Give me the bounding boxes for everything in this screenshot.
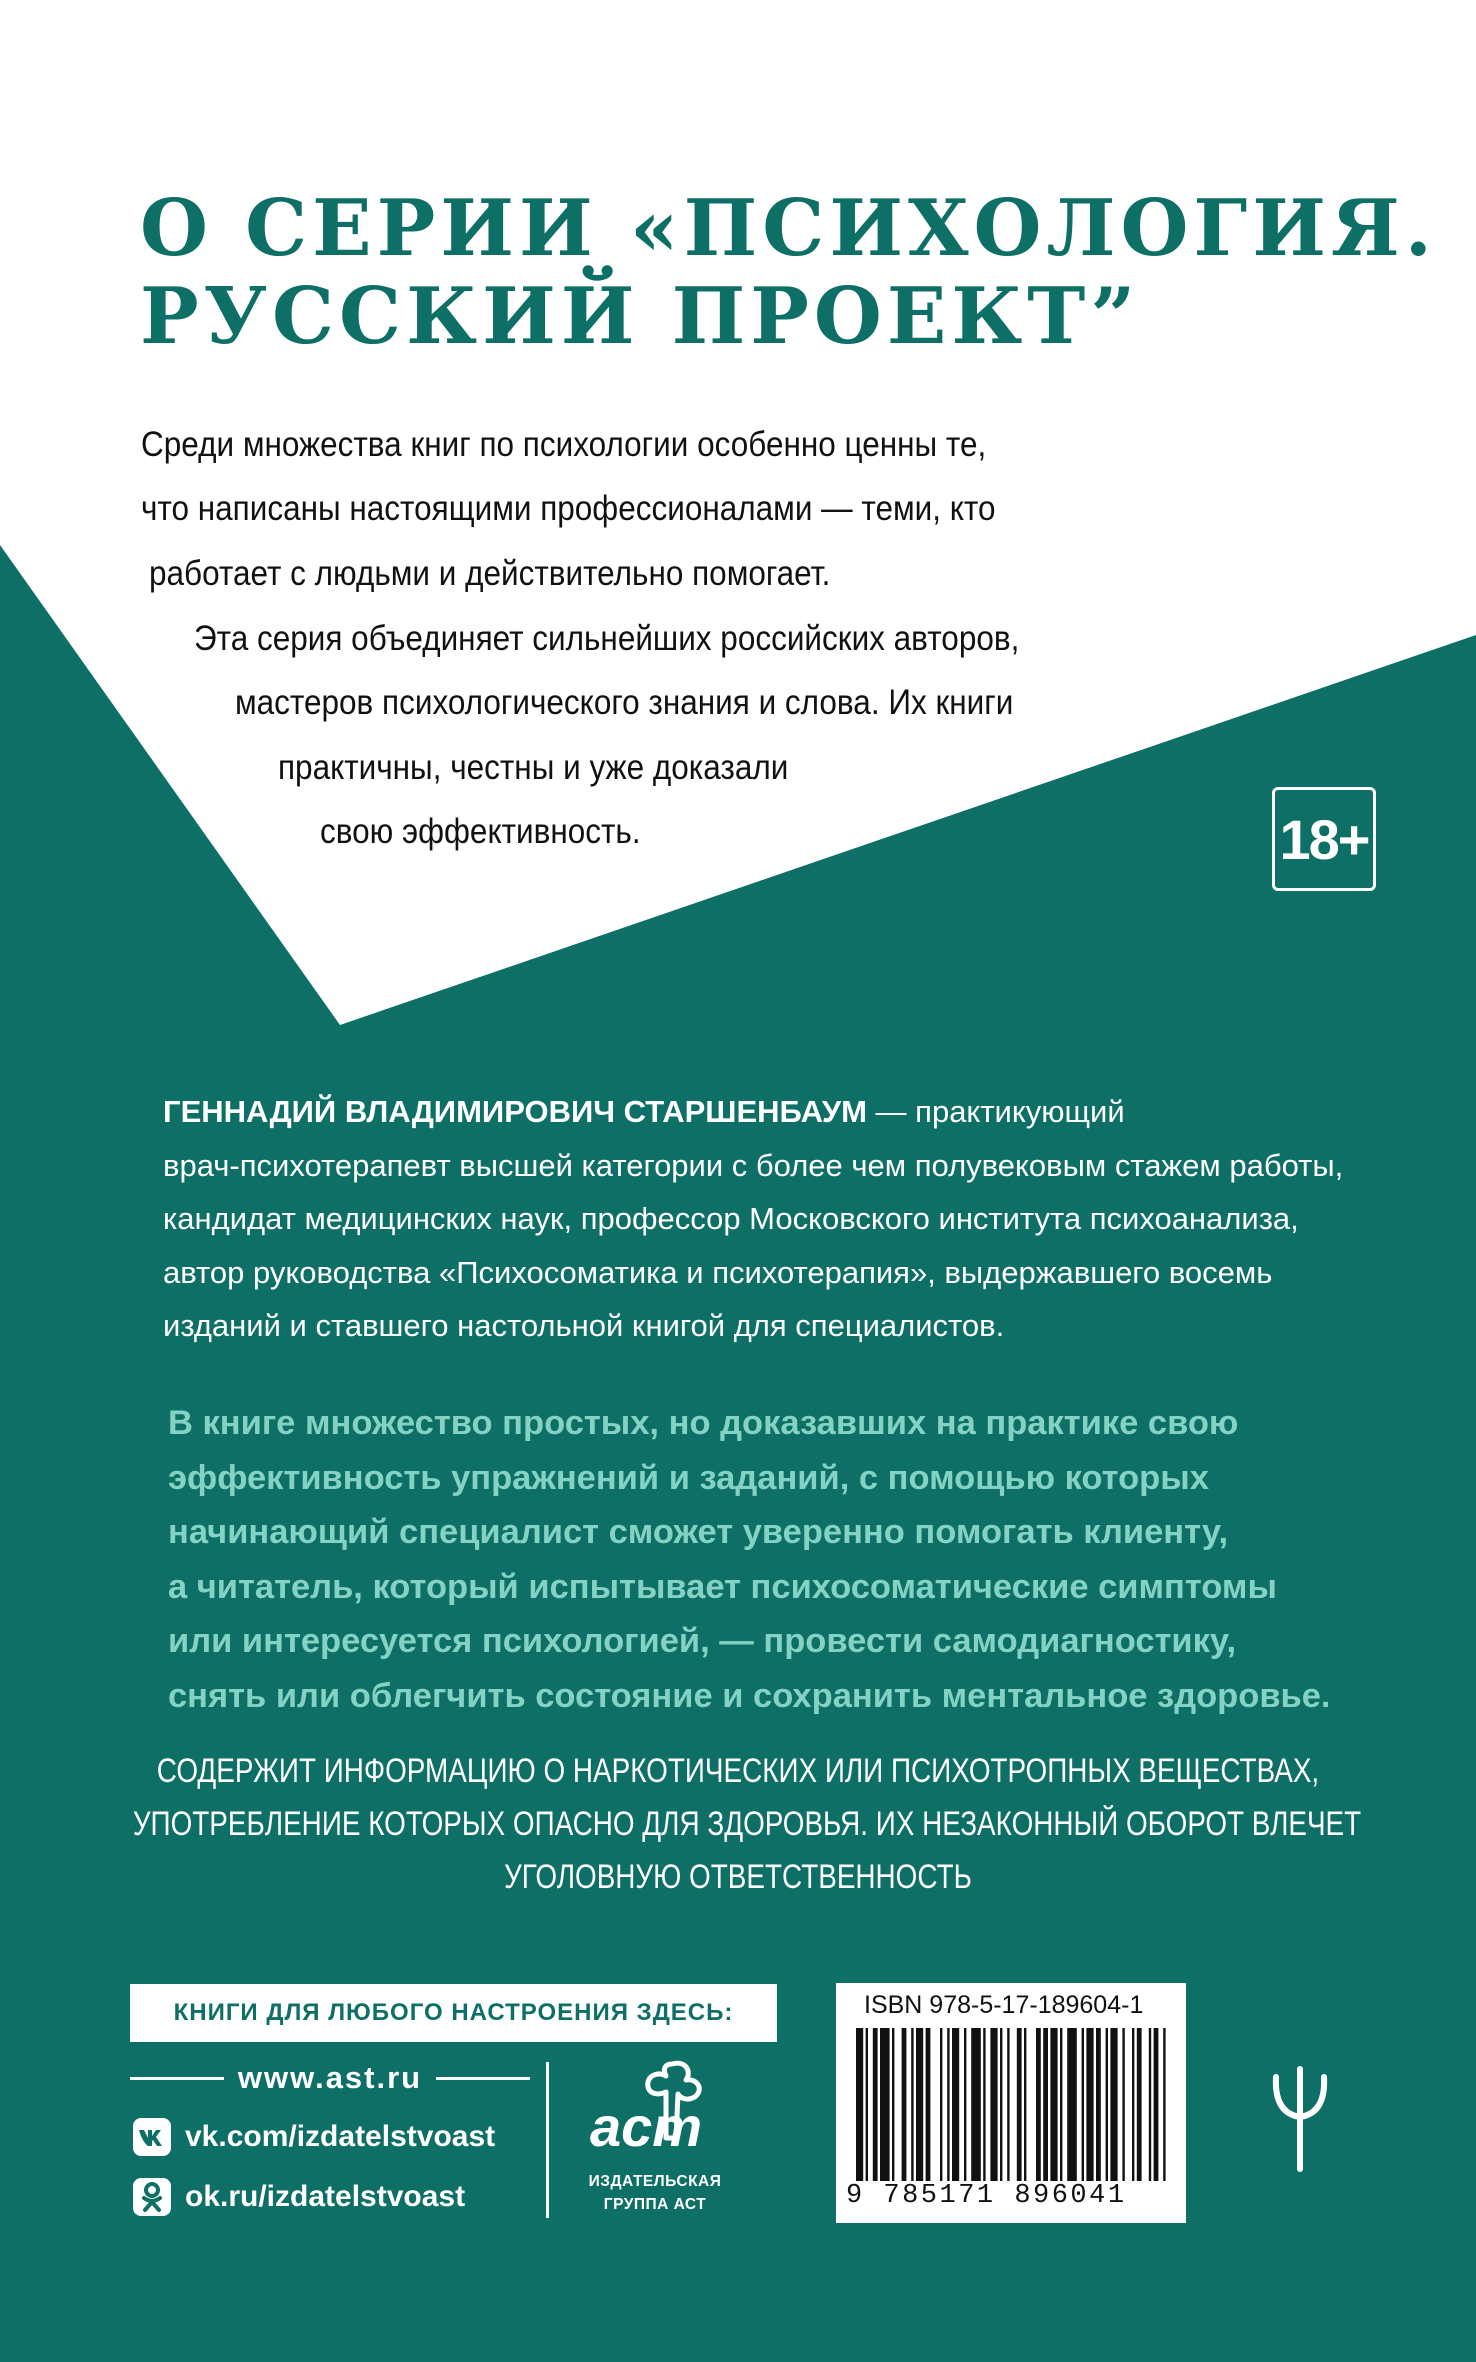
legal-warning — [0, 1745, 1476, 1904]
barcode-bar — [892, 2028, 894, 2188]
barcode-bar — [1122, 2028, 1124, 2188]
description-line: начинающий специалист сможет уверенно помогать клиенту, — [168, 1513, 1229, 1551]
series-intro-line: что написаны настоящими профессионалами — теми, кто — [141, 489, 996, 528]
barcode-bar — [983, 2028, 985, 2188]
description-line: эффективность упражнений и заданий, с помощью которых — [168, 1458, 1209, 1497]
author-bio-line: автор руководства «Психосоматика и психотерапия», выдержавшего восемь — [163, 1254, 1273, 1290]
barcode-bar — [1096, 2028, 1101, 2188]
barcode-bar — [1043, 2028, 1048, 2188]
author-bio-line: изданий и ставшего настольной книгой для специалистов. — [163, 1308, 1005, 1343]
series-intro-line: мастеров психологического знания и слова. Их книги — [235, 683, 1014, 722]
vk-link-row[interactable] — [133, 2115, 495, 2159]
description-line: снять или облегчить состояние и сохранить ментальное здоровье. — [168, 1676, 1331, 1715]
barcode-bar — [873, 2028, 878, 2188]
author-bio-line: кандидат медицинских наук, профессор Московского института психоанализа, — [163, 1201, 1299, 1236]
author-bio-first-line — [163, 1085, 1293, 1139]
divider — [130, 2077, 224, 2080]
author-bio — [163, 1085, 1344, 1353]
description-line: а читатель, который испытывает психосоматические симптомы — [168, 1567, 1277, 1606]
barcode-bar — [1050, 2028, 1057, 2188]
publisher-name-line: ГРУППА АСТ — [603, 2196, 707, 2213]
author-bio-text: — практикующий — [866, 1094, 1125, 1129]
barcode-bar — [947, 2028, 949, 2188]
barcode-bar — [1060, 2028, 1062, 2188]
vk-link[interactable]: vk.com/izdatelstvoast — [185, 2120, 496, 2153]
publisher-name — [580, 2170, 730, 2216]
ok-icon — [133, 2178, 171, 2216]
series-intro-line: Эта серия объединяет сильнейших российских авторов, — [194, 619, 1020, 658]
barcode-bar — [1163, 2028, 1165, 2188]
barcode-bar — [1132, 2028, 1134, 2188]
ok-link[interactable]: ok.ru/izdatelstvoast — [185, 2180, 466, 2213]
isbn-number: ISBN 978-5-17-189604-1 — [864, 1991, 1144, 2019]
barcode-bar — [1137, 2028, 1142, 2188]
website-row — [130, 2055, 530, 2101]
barcode-bar — [1086, 2028, 1093, 2188]
website-link[interactable]: www.ast.ru — [237, 2060, 423, 2095]
warning-line: УГОЛОВНУЮ ОТВЕТСТВЕННОСТЬ — [504, 1858, 972, 1896]
barcode-bar — [880, 2028, 890, 2188]
barcode-bar — [1024, 2028, 1026, 2188]
barcode-bar — [1000, 2028, 1002, 2188]
series-intro-line: работает с людьми и действительно помогает. — [149, 554, 831, 593]
author-bio-line: врач-психотерапевт высшей категории с более чем полувековым стажем работы, — [163, 1147, 1344, 1183]
publisher-logo-text: аст — [590, 2095, 703, 2158]
age-rating-badge: 18+ — [1272, 787, 1376, 891]
ok-link-row[interactable] — [133, 2175, 465, 2219]
barcode-bar — [1007, 2028, 1009, 2188]
barcode-bar — [1110, 2028, 1117, 2188]
series-title-line-1: О СЕРИИ «ПСИХОЛОГИЯ. — [140, 183, 1437, 274]
series-intro-line: свою эффективность. — [320, 812, 641, 851]
barcode-bar — [971, 2028, 981, 2188]
links-label: КНИГИ ДЛЯ ЛЮБОГО НАСТРОЕНИЯ ЗДЕСЬ: — [130, 1984, 777, 2042]
description-line: или интересуется психологией, — провести самодиагностику, — [168, 1622, 1237, 1660]
barcode-bar — [1067, 2028, 1077, 2188]
series-title-line-2: РУССКИЙ ПРОЕКТ” — [140, 271, 1141, 362]
barcode-bar — [1149, 2028, 1151, 2188]
series-intro-line: Среди множества книг по психологии особенно ценны те, — [141, 425, 987, 464]
barcode-bar — [952, 2028, 959, 2188]
publisher-name-line: ИЗДАТЕЛЬСКАЯ — [588, 2173, 722, 2190]
barcode-bar — [911, 2028, 913, 2188]
barcode-bar — [964, 2028, 966, 2188]
barcode-bar — [1154, 2028, 1159, 2188]
publisher-logo — [580, 2058, 730, 2228]
divider — [436, 2077, 530, 2080]
barcode-bar — [1106, 2028, 1108, 2188]
book-description — [168, 1396, 1331, 1723]
description-line: В книге множество простых, но доказавших на практике свою — [168, 1404, 1239, 1442]
isbn-barcode — [836, 1983, 1186, 2223]
psi-icon — [1270, 2065, 1330, 2175]
barcode-bars — [856, 2028, 1166, 2188]
series-title — [140, 185, 1437, 361]
vk-icon — [133, 2118, 171, 2156]
series-intro-line: практичны, честны и уже доказали — [278, 748, 789, 787]
barcode-bar — [866, 2028, 868, 2188]
author-name: ГЕННАДИЙ ВЛАДИМИРОВИЧ СТАРШЕНБАУМ — [163, 1094, 867, 1129]
barcode-bar — [1017, 2028, 1022, 2188]
barcode-digits: 9 785171 896041 — [846, 2181, 1176, 2211]
warning-line: УПОТРЕБЛЕНИЕ КОТОРЫХ ОПАСНО ДЛЯ ЗДОРОВЬЯ. ИХ НЕЗАКОННЫЙ ОБОРОТ ВЛЕЧЕТ — [132, 1805, 1362, 1843]
barcode-bar — [1036, 2028, 1041, 2188]
divider — [546, 2062, 549, 2218]
barcode-bar — [990, 2028, 997, 2188]
barcode-bar — [856, 2028, 863, 2188]
barcode-bar — [902, 2028, 907, 2188]
barcode-bar — [1082, 2028, 1084, 2188]
barcode-bar — [916, 2028, 923, 2188]
warning-line: СОДЕРЖИТ ИНФОРМАЦИЮ О НАРКОТИЧЕСКИХ ИЛИ ПСИХОТРОПНЫХ ВЕЩЕСТВАХ, — [156, 1752, 1320, 1790]
barcode-bar — [940, 2028, 942, 2188]
ast-logo-icon — [580, 2058, 730, 2168]
barcode-bar — [926, 2028, 931, 2188]
